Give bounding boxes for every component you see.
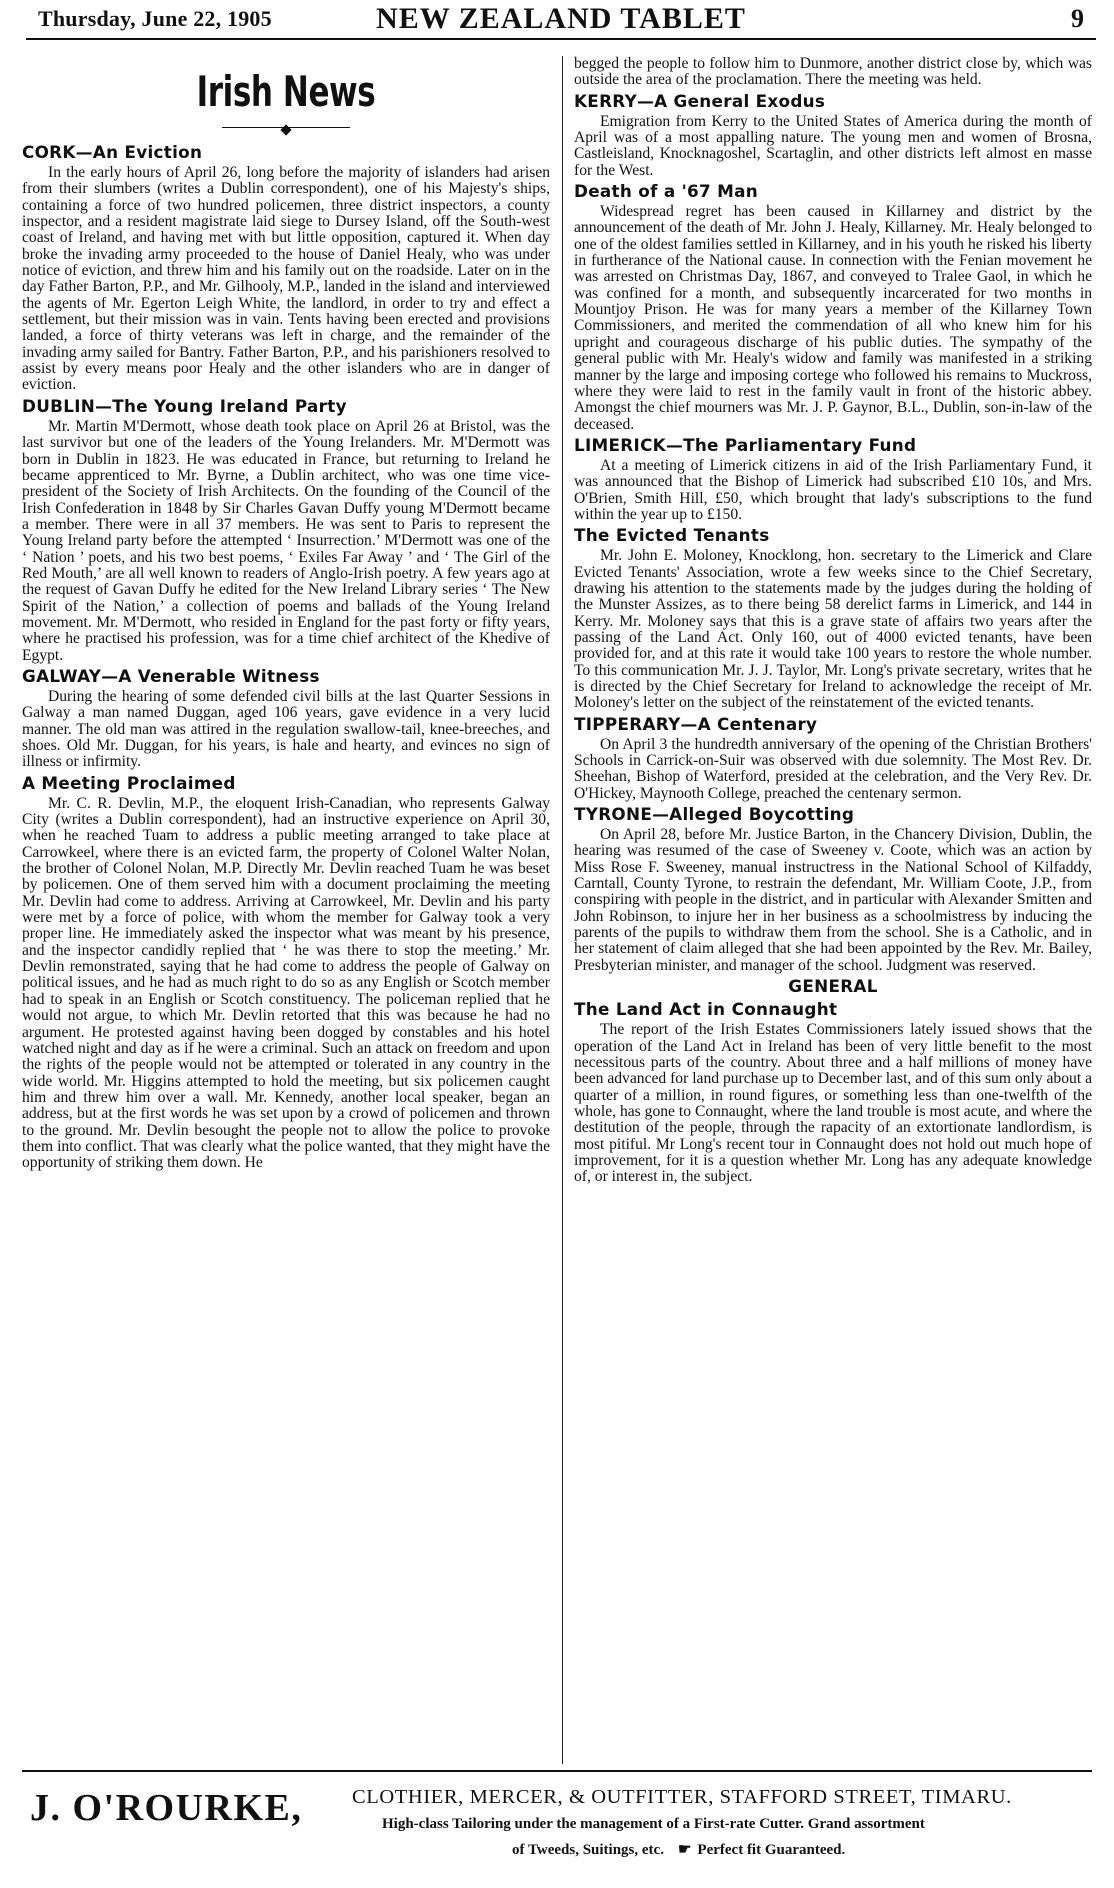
advert-line-3b: Perfect fit Guaranteed. <box>697 1842 846 1858</box>
article-body-cork: In the early hours of April 26, long before the majority of islanders had arisen from their slumbers (writes a Dublin correspondent), one of his Majesty's ships, containing a force of two hundred policemen, three district inspectors, a county inspector, and a resident magistrate laid siege to Dursey Island, off the South-west coast of Ireland, and having met with but little opposition, captured it. When day broke the invading army proceeded to the house of Daniel Healy, who was under notice of eviction, and threw him and his family out on the roadside. Later on in the day Father Barton, P.P., and Mr. Gilhooly, M.P., landed in the island and interviewed the agents of Mr. Egerton Leigh White, the landlord, in order to try and effect a settlement, but their mission was in vain. Tents having been erected and provisions landed, a force of thirty veterans was left in charge, and the remainder of the invading army sailed for Bantry. Father Barton, P.P., and his parishioners resolved to assist by every means poor Healy and the other islanders who are in danger of eviction. <box>22 164 550 394</box>
page-number: 9 <box>1071 4 1084 33</box>
masthead <box>26 2 1096 46</box>
article-heading-death: Death of a '67 Man <box>574 181 758 202</box>
article-body-land-act: The report of the Irish Estates Commissioners lately issued shows that the operation of the Land Act in Ireland has been of very little benefit to the most necessitous parts of the country. About three and a half millions of money have been advanced for land purchase up to December last, and of this sum only about a quarter of a million, in round figures, or something less than one-twelfth of the whole, has gone to Connaught, where the land trouble is most acute, and where the destitution of the people, through the rapacity of an extortionate landlordism, is most pitiful. Mr Long's recent tour in Connaught does not hold out much hope of improvement, for it is a question whether Mr. Long has any adequate knowledge of, or interest in, the subject. <box>574 1021 1092 1186</box>
article-heading-limerick: LIMERICK—The Parliamentary Fund <box>574 434 917 455</box>
advertisement <box>22 1776 1092 1880</box>
article-body-kerry: Emigration from Kerry to the United States of America during the month of April was of a most appalling nature. The young men and women of Brosna, Castleisland, Knocknagoshel, Scartaglin, and other districts left almost en masse for the West. <box>574 112 1092 179</box>
article-body-tyrone: On April 28, before Mr. Justice Barton, in the Chancery Division, Dublin, the hearing was resumed of the case of Sweeney v. Coote, which was an action by Miss Rose F. Sweeney, manual instructress in the National School of Kilfaddy, Carntall, County Tyrone, to restrain the defendant, Mr. William Coote, J.P., from conspiring with people in the district, and in particular with Alexander Smitten and John Robinson, to injure her in her business as a schoolmistress by inducing the parents of the pupils to withdraw them from the school. She is a Catholic, and in her statement of claim alleged that she had been appointed by the Rev. Mr. Bailey, Presbyterian minister, and manager of the school. Judgment was reserved. <box>574 826 1092 974</box>
advert-line-2: High-class Tailoring under the management of a First-rate Cutter. Grand assortment <box>382 1816 925 1832</box>
article-heading-meeting: A Meeting Proclaimed <box>22 772 236 793</box>
left-column <box>22 56 550 1172</box>
article-body-limerick: At a meeting of Limerick citizens in aid of the Irish Parliamentary Fund, it was announced that the Bishop of Limerick had subscribed £10 10s, and Mrs. O'Brien, Smith Hill, £50, which brought that lady's subscriptions to the fund within the year up to £150. <box>574 456 1092 523</box>
article-heading-land-act: The Land Act in Connaught <box>574 999 838 1020</box>
article-body-evicted: Mr. John E. Moloney, Knocklong, hon. secretary to the Limerick and Clare Evicted Tenants' Association, wrote a few weeks since to the Chief Secretary, drawing his attention to the statements made by the judges during the holding of the Munster Assizes, as to there being 58 derelict farms in Limerick, and 144 in Kerry. Mr. Moloney says that this is a grave state of affairs two years after the passing of the Land Act. Only 160, out of 4000 evicted tenants, have been provided for, and at this rate it would take 100 years to restore the whole number. To this communication Mr. J. J. Taylor, Mr. Long's private secretary, writes that he is directed by the Chief Secretary for Ireland to acknowledge the receipt of Mr. Moloney's letter on the subject of the reinstatement of the evicted tenants. <box>574 547 1092 712</box>
advert-line-3a: of Tweeds, Suitings, etc. <box>512 1842 664 1858</box>
column-divider <box>562 56 563 1764</box>
right-column <box>574 56 1092 1186</box>
advert-line-3 <box>512 1840 845 1859</box>
newspaper-title: NEW ZEALAND TABLET <box>376 2 746 35</box>
advert-name: J. O'ROURKE, <box>30 1787 303 1829</box>
article-body-meeting: Mr. C. R. Devlin, M.P., the eloquent Irish-Canadian, who represents Galway City (writes a Dublin correspondent), had an instructive experience on April 30, when he reached Tuam to address a public meeting arranged to take place at Carrowkeel, where there is an evicted farm, the property of Colonel Walter Nolan, the brother of Colonel Nolan, M.P. Directly Mr. Devlin reached Tuam he was beset by policemen. One of them served him with a document proclaiming the meeting Mr. Devlin had come to address. Arriving at Carrowkeel, Mr. Devlin and his party were met by a force of police, with whom the member for Galway took a very proper line. He immediately asked the inspector what was meant by his presence, and the inspector candidly replied that ‘ he was there to stop the meeting.’ Mr. Devlin remonstrated, saying that he had come to address the people of Galway on political issues, and he had as much right to do so as any English or Scotch member had to speak in an English or Scotch constituency. The policeman replied that he would not argue, to which Mr. Devlin retorted that this was because he had no argument. He protested against having been dogged by constables and his hotel watched night and day as if he were a criminal. Such an attack on freedom and upon the rights of the people would not be attempted or tolerated in any country in the wide world. Mr. Higgins attempted to hold the meeting, but six policemen caught him and threw him over a wall. Mr. Kennedy, another local speaker, began an address, but at the first words he was set upon by a crowd of policemen and thrown to the ground. Mr. Devlin besought the people not to allow the police to provoke them into conflict. That was clearly what the police wanted, that they might have the opportunity of striking them down. He <box>22 794 551 1172</box>
page-title: Irish News <box>196 67 376 116</box>
section-heading-general: GENERAL <box>788 976 878 997</box>
article-heading-dublin: DUBLIN—The Young Ireland Party <box>22 395 347 416</box>
article-continuation: begged the people to follow him to Dunmore, another district close by, which was outside the area of the proclamation. There the meeting was held. <box>574 55 1092 89</box>
issue-date: Thursday, June 22, 1905 <box>38 6 272 31</box>
article-body-death: Widespread regret has been caused in Killarney and district by the announcement of the death of Mr. John J. Healy, Killarney. Mr. Healy belonged to one of the oldest families settled in Killarney, and in his youth he risked his liberty in furtherance of the National cause. In connection with the Fenian movement he was arrested on Christmas Day, 1867, and conveyed to Tralee Gaol, in which he was confined for a month, and subsequently incarcerated for two months in Mountjoy Prison. He was for many years a member of the Killarney Town Commissioners, and merited the commendation of all who knew him for his upright and courageous discharge of his public duties. The sympathy of the general public with Mr. Healy's widow and family was manifested in a striking manner by the large and imposing cortege who followed his remains to Muckross, where they were laid to rest in the family vault in front of the historic abbey. Amongst the chief mourners was Mr. J. P. Gaynor, B.L., Dublin, son-in-law of the deceased. <box>574 203 1092 433</box>
article-heading-kerry: KERRY—A General Exodus <box>574 90 826 111</box>
article-body-tipperary: On April 3 the hundredth anniversary of the opening of the Christian Brothers' Schools in Carrick-on-Suir was observed with due solemnity. The Most Rev. Dr. Sheehan, Bishop of Waterford, presided at the celebration, and the Very Rev. Dr. O'Hickey, Maynooth College, preached the centenary sermon. <box>574 735 1092 802</box>
article-heading-cork: CORK—An Eviction <box>22 142 203 162</box>
article-body-galway: During the hearing of some defended civil bills at the last Quarter Sessions in Galway a man named Duggan, aged 106 years, gave evidence in a very lucid manner. The old man was attired in the regulation swallow-tail, knee-breeches, and shoes. Old Mr. Duggan, for his years, is hale and hearty, and evinces no sign of illness or infirmity. <box>22 687 550 771</box>
article-body-dublin: Mr. Martin M'Dermott, whose death took place on April 26 at Bristol, was the last survivor but one of the leaders of the Young Irelanders. Mr. M'Dermott was born in Dublin in 1823. He was educated in France, but returning to Ireland he became apprenticed to Mr. Byrne, a Dublin architect, who was one time vice-president of the Society of Irish Architects. On the founding of the Council of the Irish Confederation in 1848 by Sir Charles Gavan Duffy young M'Dermott became a member. There were in all 37 members. He was sent to Paris to represent the Young Ireland party before the attempted ‘ Insurrection.’ M'Dermott was one of the ‘ Nation ’ poets, and his two best poems, ‘ Exiles Far Away ’ and ‘ The Girl of the Red Mouth,’ are all well known to readers of Anglo-Irish poetry. A few years ago at the request of Gavan Duffy he edited for the New Ireland Library series ‘ The New Spirit of the Nation,’ a collection of poems and ballads of the Young Ireland movement. Mr. M'Dermott, who resided in England for the past forty or fifty years, where he practised his profession, was for a time chief architect of the Khedive of Egypt. <box>22 417 550 664</box>
article-heading-evicted: The Evicted Tenants <box>574 525 770 546</box>
advert-trade: CLOTHIER, MERCER, & OUTFITTER, STAFFORD STREET, TIMARU. <box>352 1786 1012 1808</box>
masthead-rule <box>26 38 1096 40</box>
article-heading-tipperary: TIPPERARY—A Centenary <box>574 713 818 734</box>
article-heading-galway: GALWAY—A Venerable Witness <box>22 665 320 686</box>
article-heading-tyrone: TYRONE—Alleged Boycotting <box>574 804 855 825</box>
footer-rule <box>22 1770 1092 1772</box>
title-ornament <box>22 118 550 138</box>
pointing-hand-icon: ☛ <box>677 1842 692 1858</box>
